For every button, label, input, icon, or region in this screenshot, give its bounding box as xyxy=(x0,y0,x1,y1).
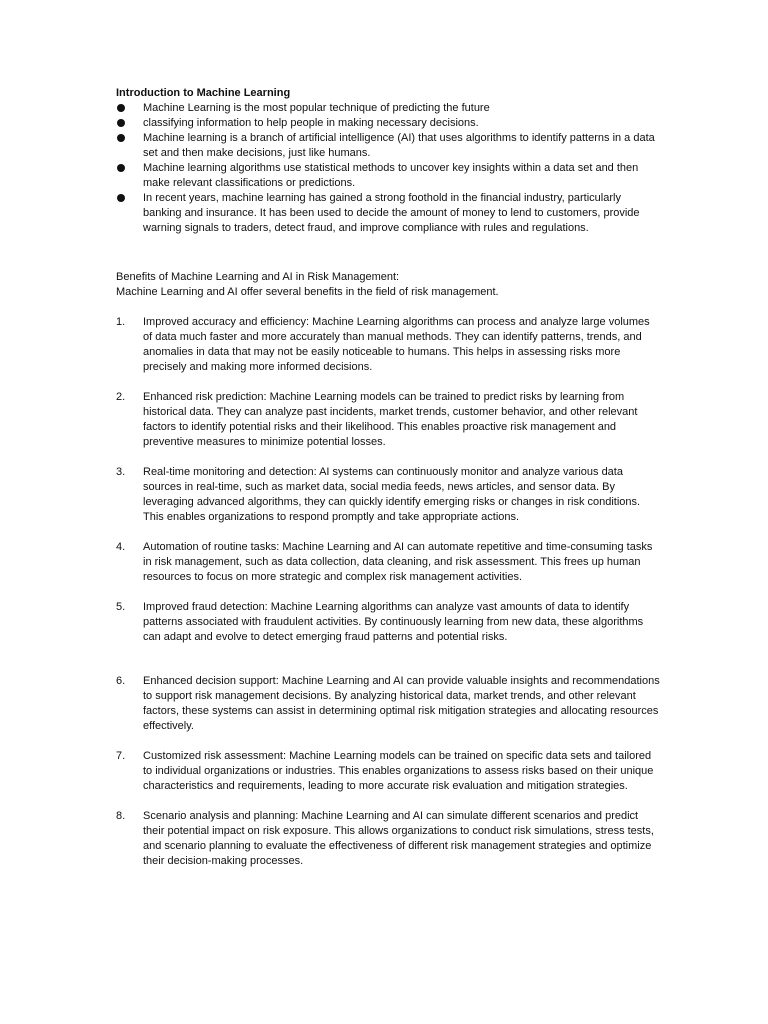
benefit-number: 5. xyxy=(116,601,126,613)
spacer xyxy=(116,525,661,540)
spacer xyxy=(116,734,661,749)
benefit-number: 4. xyxy=(116,541,126,553)
benefit-text: Automation of routine tasks: Machine Learning and AI can automate repetitive and time-consuming tasks in risk management, such as data collection, data cleaning, and risk assessment. This frees up human resources to focus on more strategic and complex risk management activities. xyxy=(143,541,653,583)
benefit-text: Enhanced risk prediction: Machine Learning models can be trained to predict risks by learning from historical data. They can analyze past incidents, market trends, customer behavior, and other relevant factors to identify potential risks and their likelihood. This enables proactive risk management and preventive measures to minimize potential losses. xyxy=(143,391,638,448)
benefit-item xyxy=(116,749,661,794)
intro-bullet-text: In recent years, machine learning has gained a strong foothold in the financial industry, particularly banking and insurance. It has been used to decide the amount of money to lend to customers, provide warning signals to traders, detect fraud, and improve compliance with rules and regulations. xyxy=(143,192,640,234)
intro-bullet-item xyxy=(116,116,661,131)
benefit-item xyxy=(116,390,661,450)
spacer xyxy=(116,645,661,674)
benefit-item xyxy=(116,315,661,375)
intro-bullet-text: Machine learning is a branch of artificial intelligence (AI) that uses algorithms to identify patterns in a data set and then make decisions, just like humans. xyxy=(143,132,655,159)
spacer xyxy=(116,794,661,809)
bullet-icon xyxy=(117,134,125,142)
intro-bullet-item xyxy=(116,131,661,161)
benefit-text: Enhanced decision support: Machine Learning and AI can provide valuable insights and recommendations to support risk management decisions. By analyzing historical data, market trends, and other relevant factors, these systems can assist in determining optimal risk mitigation strategies and allocating resources effectively. xyxy=(143,675,660,732)
benefit-item xyxy=(116,465,661,525)
bullet-icon xyxy=(117,104,125,112)
bullet-icon xyxy=(117,194,125,202)
benefit-number: 3. xyxy=(116,466,126,478)
intro-bullet-text: classifying information to help people in making necessary decisions. xyxy=(143,117,479,129)
benefit-number: 8. xyxy=(116,810,126,822)
spacer xyxy=(116,585,661,600)
intro-bullet-list xyxy=(116,101,661,236)
bullet-icon xyxy=(117,164,125,172)
benefit-text: Improved accuracy and efficiency: Machine Learning algorithms can process and analyze large volumes of data much faster and more accurately than manual methods. They can identify patterns, trends, and anomalies in data that may not be easily noticeable to humans. This helps in assessing risks more precisely and making more informed decisions. xyxy=(143,316,650,373)
bullet-icon xyxy=(117,119,125,127)
benefit-number: 7. xyxy=(116,750,126,762)
benefit-item xyxy=(116,809,661,869)
spacer xyxy=(116,236,661,270)
benefits-list xyxy=(116,315,661,869)
intro-bullet-text: Machine Learning is the most popular technique of predicting the future xyxy=(143,102,490,114)
intro-bullet-text: Machine learning algorithms use statistical methods to uncover key insights within a data set and then make relevant classifications or predictions. xyxy=(143,162,639,189)
benefit-number: 1. xyxy=(116,316,126,328)
intro-bullet-item xyxy=(116,101,661,116)
benefits-heading: Benefits of Machine Learning and AI in Risk Management: xyxy=(116,271,400,283)
benefit-number: 2. xyxy=(116,391,126,403)
benefit-text: Scenario analysis and planning: Machine Learning and AI can simulate different scenarios and predict their potential impact on risk exposure. This allows organizations to conduct risk simulations, stress tests, and scenario planning to evaluate the effectiveness of different risk management strategies and optimize their decision-making processes. xyxy=(143,810,654,867)
spacer xyxy=(116,300,661,315)
benefit-text: Improved fraud detection: Machine Learning algorithms can analyze vast amounts of data to identify patterns associated with fraudulent activities. By continuously learning from new data, these algorithms can adapt and evolve to detect emerging fraud patterns and potential risks. xyxy=(143,601,644,643)
spacer xyxy=(116,450,661,465)
benefits-intro: Machine Learning and AI offer several benefits in the field of risk management. xyxy=(116,286,499,298)
document-body xyxy=(116,86,661,869)
benefit-item xyxy=(116,540,661,585)
benefit-text: Customized risk assessment: Machine Learning models can be trained on specific data sets and tailored to individual organizations or industries. This enables organizations to assess risks based on their unique characteristics and requirements, leading to more accurate risk evaluation and mitigation strategies. xyxy=(143,750,654,792)
benefit-item xyxy=(116,600,661,645)
intro-bullet-item xyxy=(116,161,661,191)
spacer xyxy=(116,375,661,390)
benefit-number: 6. xyxy=(116,675,126,687)
intro-bullet-item xyxy=(116,191,661,236)
intro-heading: Introduction to Machine Learning xyxy=(116,87,291,99)
benefit-item xyxy=(116,674,661,734)
benefit-text: Real-time monitoring and detection: AI systems can continuously monitor and analyze various data sources in real-time, such as market data, social media feeds, news articles, and sensor data. By leveraging advanced algorithms, they can quickly identify emerging risks or changes in risk conditions. This enables organizations to respond promptly and take appropriate actions. xyxy=(143,466,641,523)
